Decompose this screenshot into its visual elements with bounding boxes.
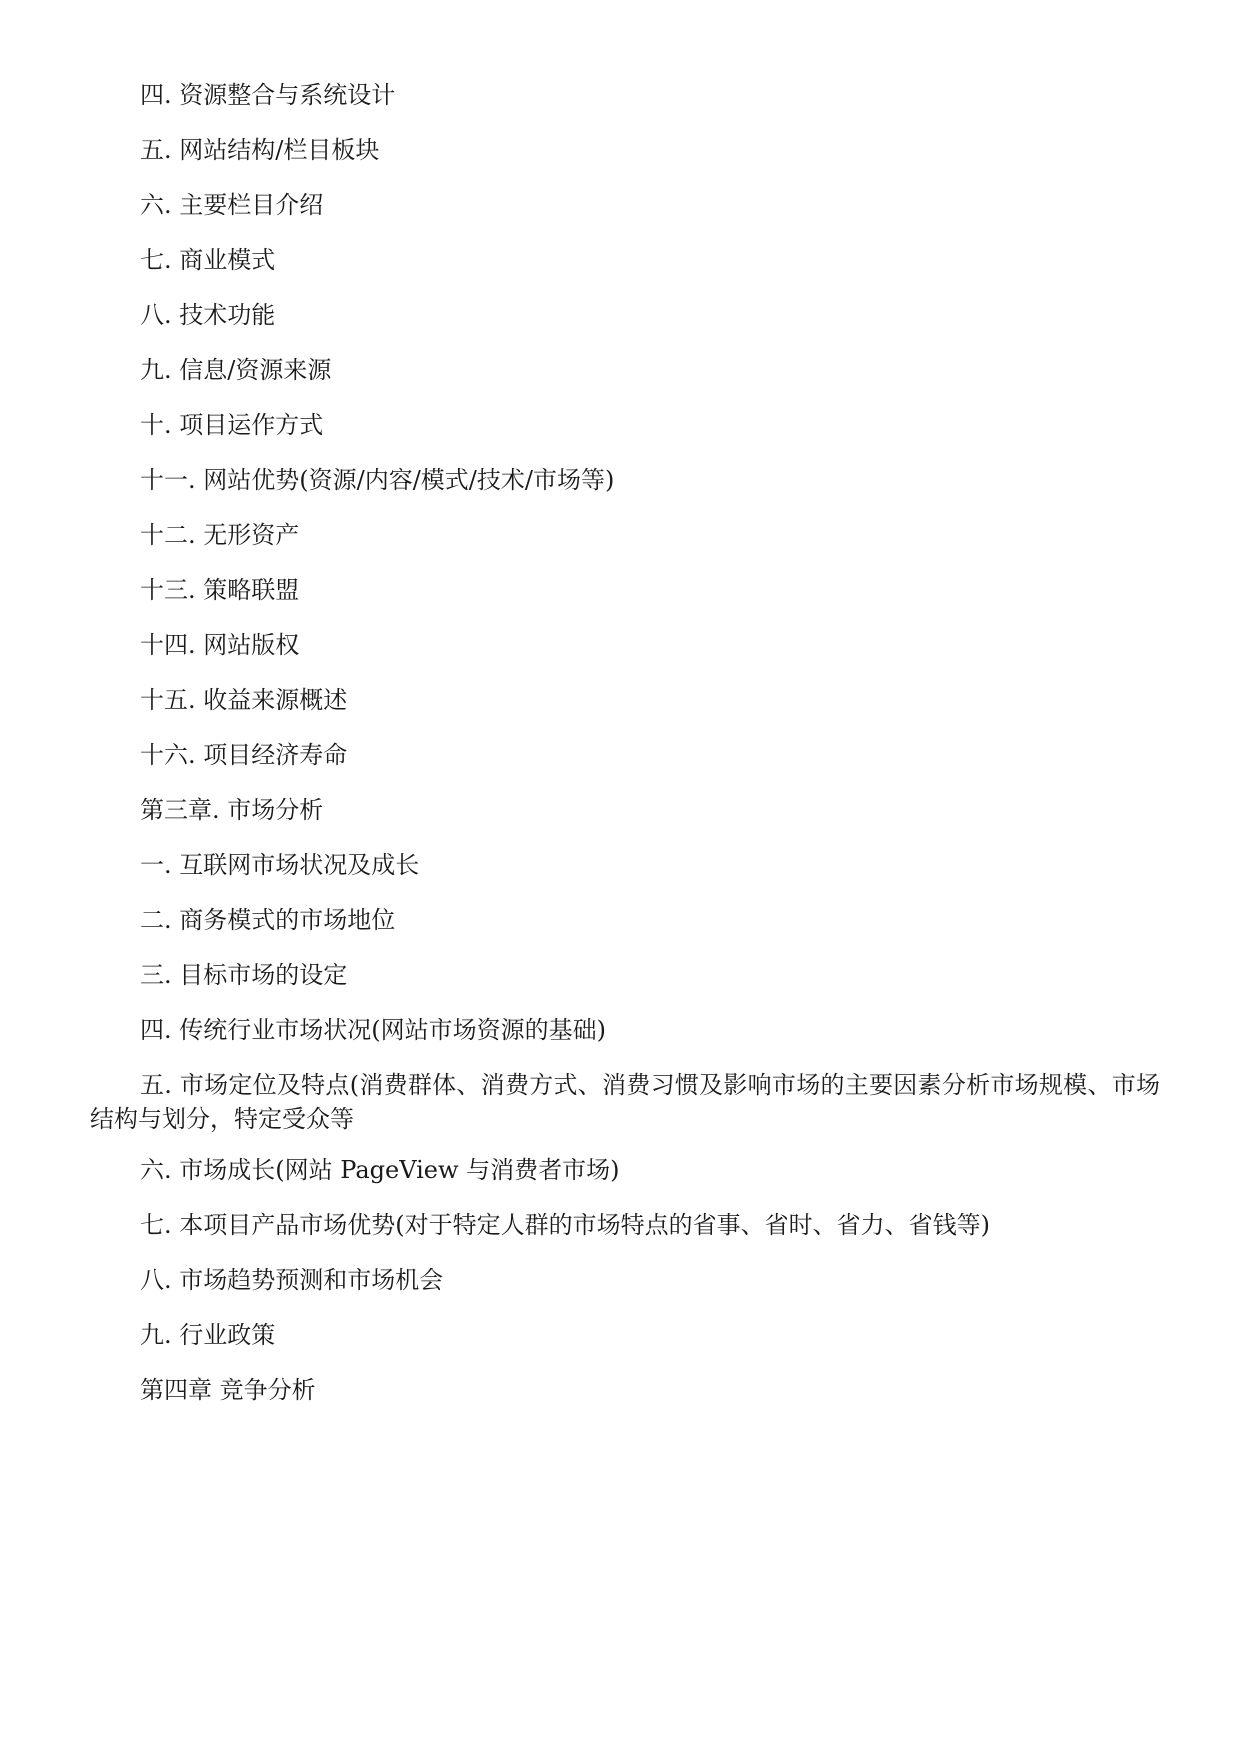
toc-item-internet-market: 一. 互联网市场状况及成长 — [140, 851, 420, 879]
toc-item-business-model: 七. 商业模式 — [140, 246, 276, 274]
toc-item-market-trends: 八. 市场趋势预测和市场机会 — [140, 1266, 444, 1294]
toc-item-resource-integration: 四. 资源整合与系统设计 — [140, 81, 396, 109]
toc-item-site-structure: 五. 网站结构/栏目板块 — [140, 136, 380, 164]
toc-item-product-advantages: 七. 本项目产品市场优势(对于特定人群的市场特点的省事、省时、省力、省钱等) — [140, 1211, 990, 1239]
toc-item-site-advantages: 十一. 网站优势(资源/内容/模式/技术/市场等) — [140, 466, 615, 494]
chapter-heading-competition-analysis: 第四章 竞争分析 — [140, 1376, 316, 1404]
toc-item-traditional-industry: 四. 传统行业市场状况(网站市场资源的基础) — [140, 1016, 606, 1044]
toc-item-operation-mode: 十. 项目运作方式 — [140, 411, 324, 439]
toc-item-tech-features: 八. 技术功能 — [140, 301, 276, 329]
toc-item-main-columns: 六. 主要栏目介绍 — [140, 191, 324, 219]
chapter-heading-market-analysis: 第三章. 市场分析 — [140, 796, 324, 824]
toc-item-target-market: 三. 目标市场的设定 — [140, 961, 348, 989]
toc-item-market-position: 二. 商务模式的市场地位 — [140, 906, 396, 934]
toc-item-revenue-sources: 十五. 收益来源概述 — [140, 686, 348, 714]
toc-item-market-growth: 六. 市场成长(网站 PageView 与消费者市场) — [140, 1156, 620, 1184]
toc-item-copyright: 十四. 网站版权 — [140, 631, 300, 659]
toc-item-strategic-alliance: 十三. 策略联盟 — [140, 576, 300, 604]
toc-item-info-sources: 九. 信息/资源来源 — [140, 356, 332, 384]
toc-item-economic-life: 十六. 项目经济寿命 — [140, 741, 348, 769]
toc-item-intangible-assets: 十二. 无形资产 — [140, 521, 300, 549]
toc-item-market-positioning: 五. 市场定位及特点(消费群体、消费方式、消费习惯及影响市场的主要因素分析市场规模、市场结构与划分，特定受众等 — [90, 1071, 1160, 1133]
toc-item-industry-policy: 九. 行业政策 — [140, 1321, 276, 1349]
